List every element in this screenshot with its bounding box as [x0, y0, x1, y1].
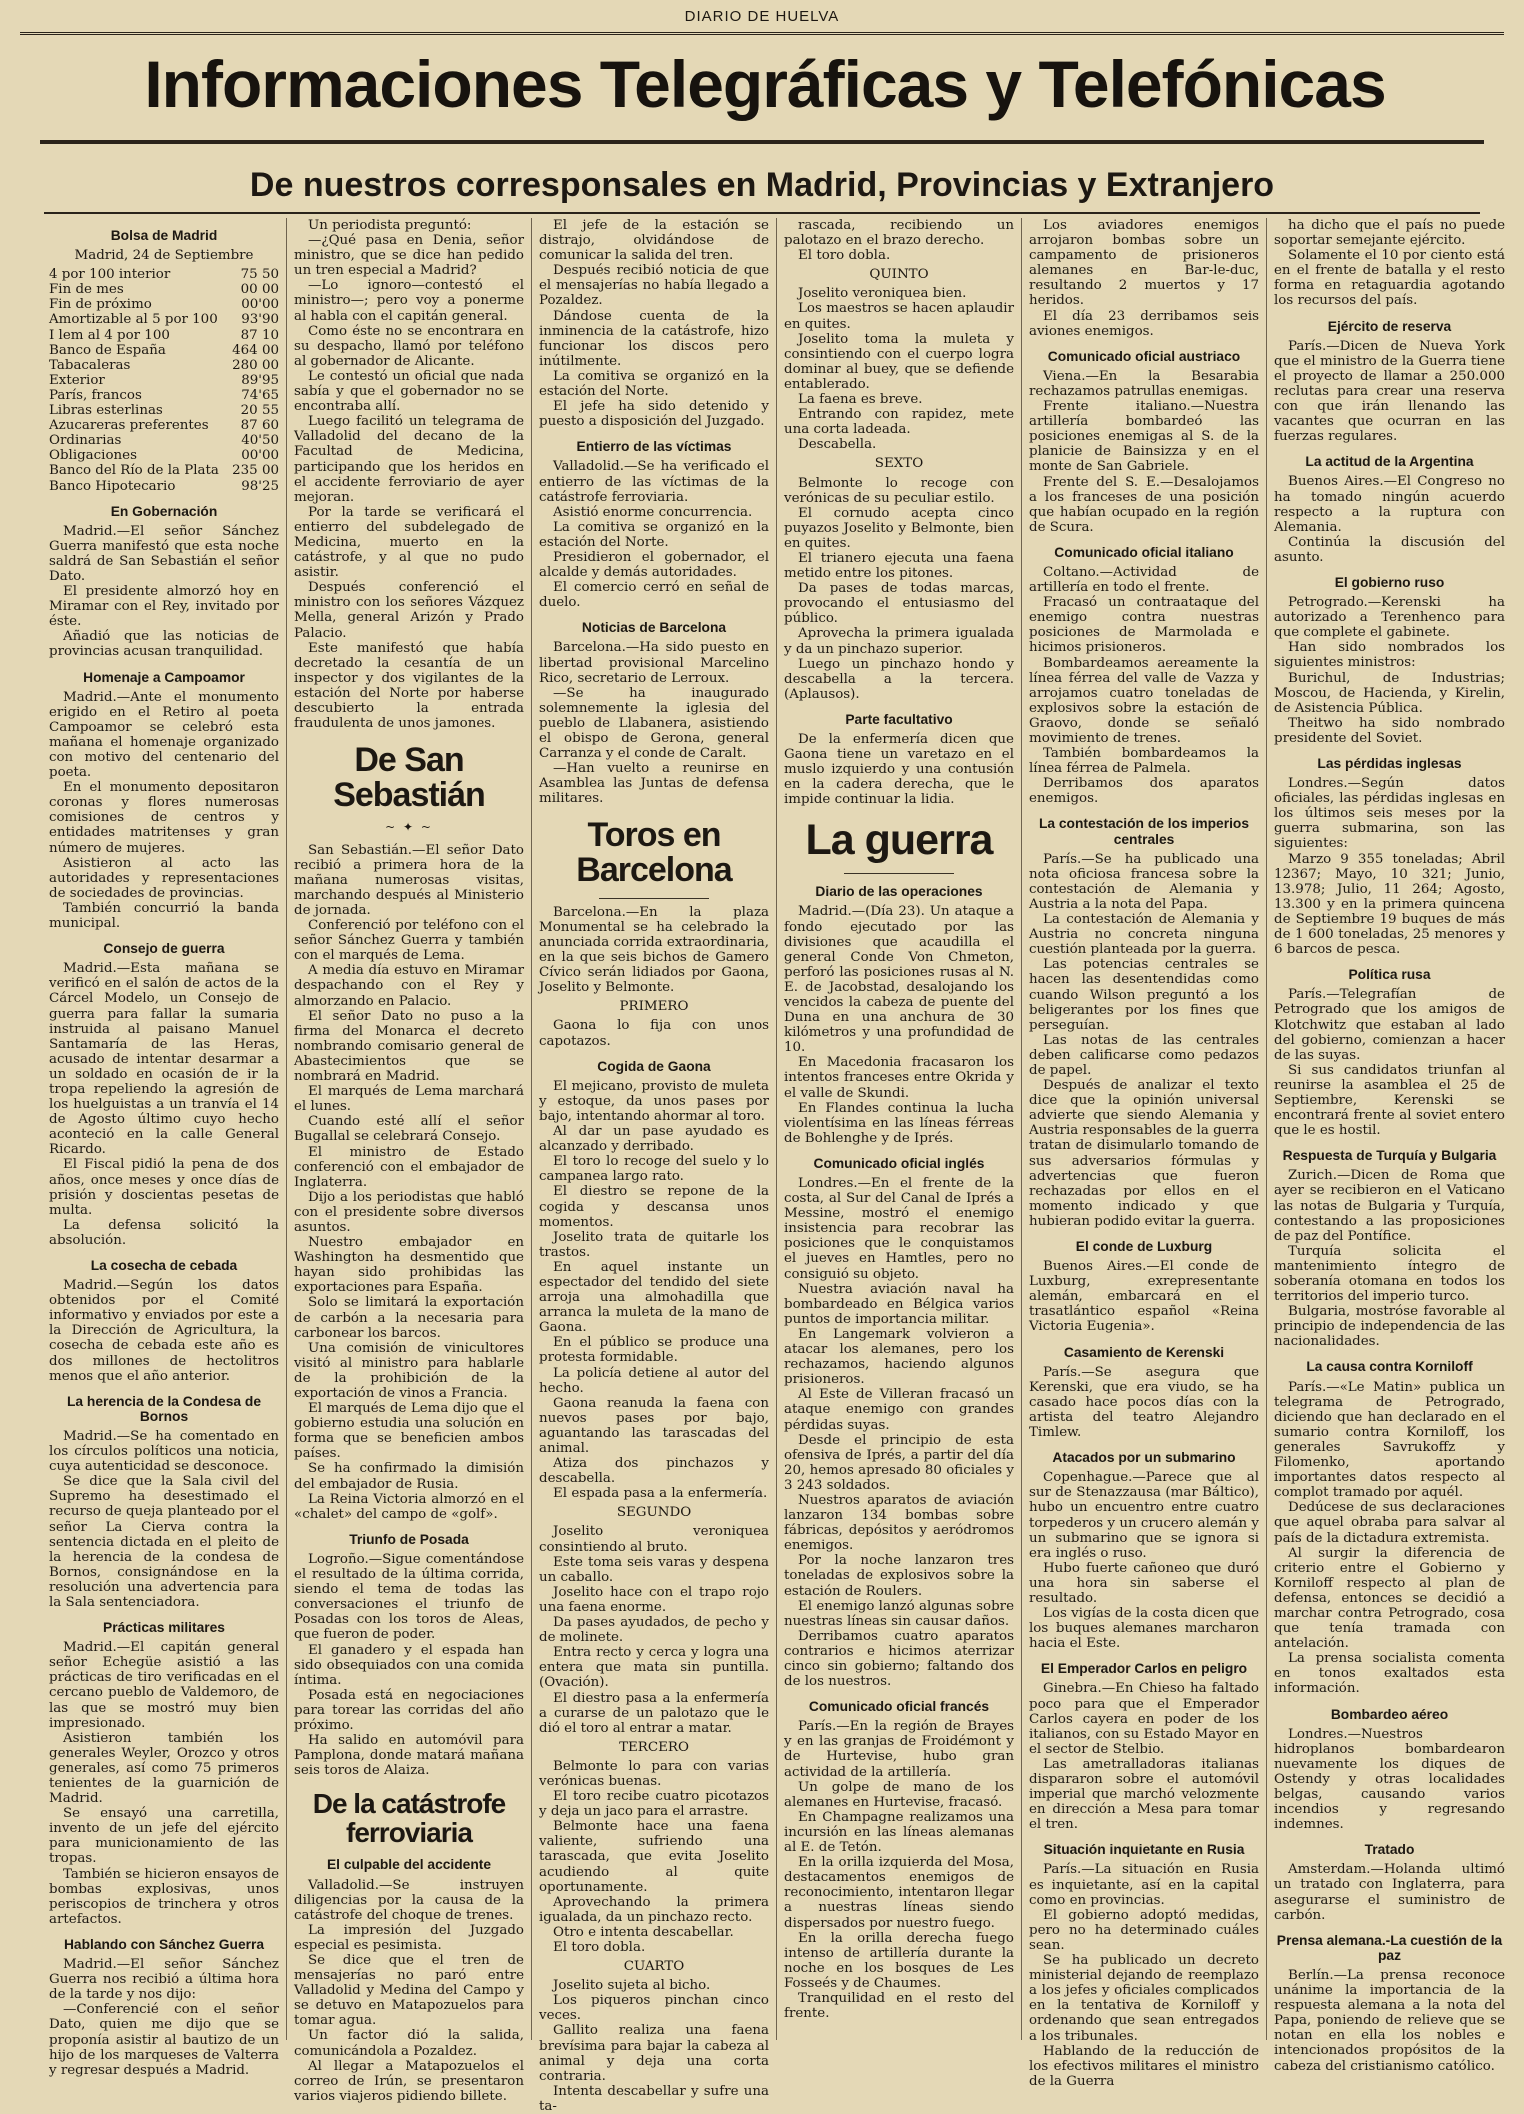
article-paragraph: Tranquilidad en el resto del frente. [784, 1990, 1014, 2022]
article-paragraph: París.—«Le Matin» publica un telegrama de Petrogrado, diciendo que han declarado en el sumario contra Korniloff, los generales Savrukoffz y Filomenko, aportando importantes datos respecto al complot tramado por aquél. [1274, 1379, 1505, 1501]
bout-label: CUARTO [623, 1959, 685, 1975]
bolsa-value: 20 55 [240, 403, 279, 419]
article-paragraph: Otro e intenta descabellar. [553, 1924, 734, 1940]
article-paragraph: Los aviadores enemigos arrojaron bombas sobre un campamento de prisioneros alemanes en Bar-le-duc, resultando 2 muertos y 17 heridos. [1029, 218, 1259, 309]
article-heading: Situación inquietante en Rusia [1043, 1842, 1245, 1858]
article-paragraph: Al surgir la diferencia de criterio entre el Gobierno y Korniloff respecto al plan de defensa, entonces se decidió a marchar contra Petrogrado, cosa que tenía tramada con antelación. [1274, 1545, 1505, 1652]
article-paragraph: Continúa la discusión del asunto. [1274, 534, 1505, 565]
article-paragraph: El Fiscal pidió la pena de dos años, once meses y once días de prisión y doscientas pesetas de multa. [49, 1157, 279, 1218]
subtitle-headline: De nuestros corresponsales en Madrid, Provincias y Extranjero [249, 166, 1275, 204]
article-paragraph: Amsterdam.—Holanda ultimó un tratado con Inglaterra, para asegurarse el suministro de carbón. [1274, 1862, 1505, 1923]
article-paragraph: Se dice que el tren de mensajerías no paró entre Valladolid y Medina del Campo y se detuvo en Matapozuelos para tomar agua. [294, 1953, 524, 2029]
article-paragraph: En Flandes continua la lucha violentísima en las líneas férreas de Bohlenghe y de Iprés. [784, 1100, 1014, 1146]
article-paragraph: Se ha confirmado la dimisión del embajador de Rusia. [294, 1461, 524, 1492]
article-paragraph: Nuestros aparatos de aviación lanzaron 134 bombas sobre fábricas, depósitos y aeródromos enemigos. [784, 1492, 1014, 1554]
article-paragraph: Turquía solicita el mantenimiento íntegro de soberanía otomana en todos los territorios del imperio turco. [1274, 1243, 1505, 1305]
article-paragraph: Belmonte hace una faena valiente, sufriendo una tarascada, que evita Joselito acudiendo al quite oportunamente. [539, 1819, 769, 1895]
article-paragraph: Ginebra.—En Chieso ha faltado poco para que el Emperador Carlos cayera en poder de los italianos, con su Estado Mayor en el sector de Stelbio. [1029, 1681, 1259, 1757]
bolsa-label: Banco Hipotecario [49, 478, 176, 494]
article-paragraph: Al Este de Villeran fracasó un ataque enemigo con grandes pérdidas suyas. [784, 1387, 1014, 1433]
article-paragraph: Asistieron al acto las autoridades y representaciones de sociedades de provincias. [49, 855, 279, 901]
bolsa-row [49, 373, 279, 388]
article-paragraph: Aprovechando la primera igualada, da un pinchazo recto. [539, 1894, 769, 1925]
article-paragraph: El trianero ejecuta una faena metido entre los pitones. [784, 550, 1014, 582]
article-paragraph: Gaona lo fija con unos capotazos. [539, 1018, 769, 1049]
article-paragraph: Cuando esté allí el señor Bugallal se celebrará Consejo. [294, 1114, 524, 1145]
article-paragraph: Presidieron el gobernador, el alcalde y demás autoridades. [539, 549, 769, 581]
bolsa-label: París, francos [49, 387, 142, 403]
article-paragraph: En el monumento depositaron coronas y flores numerosas comisiones de centros y entidades matritenses y gran número de mujeres. [49, 780, 279, 856]
article-paragraph: Gallito realiza una faena brevísima para bajar la cabeza al animal y deja una corta contraria. [539, 2023, 769, 2084]
article-paragraph: París.—Se asegura que Kerenski, que era viudo, se ha casado hace pocos días con la artista del teatro Alejandro Timlew. [1029, 1364, 1259, 1441]
article-paragraph: Derribamos dos aparatos enemigos. [1029, 776, 1259, 807]
article-heading: Bombardeo aéreo [1330, 1706, 1449, 1722]
article-heading: El gobierno ruso [1334, 574, 1445, 590]
banner-rule [40, 140, 1484, 144]
article-paragraph: —Lo ignoro—contestó el ministro—; pero voy a ponerme al habla con el capitán general. [294, 278, 524, 324]
article-paragraph: La comitiva se organizó en la estación del Norte. [539, 368, 769, 400]
article-paragraph: El marqués de Lema dijo que el gobierno estudia una solución en forma que se beneficien ambos países. [294, 1401, 524, 1462]
article-paragraph: El día 23 derribamos seis aviones enemigos. [1029, 308, 1259, 339]
article-paragraph: San Sebastián.—El señor Dato recibió a primera hora de la mañana numerosas visitas, marchando después al Ministerio de jornada. [294, 842, 524, 918]
article-paragraph: Joselito toma la muleta y consintiendo con el cuerpo logra dominar al buey, que se defiende entablerado. [784, 331, 1014, 392]
bout-label: QUINTO [869, 267, 929, 283]
article-heading: La herencia de la Condesa de Bornos [67, 1393, 261, 1424]
article-paragraph: La defensa solicitó la absolución. [49, 1217, 279, 1248]
article-paragraph: También bombardeamos la línea férrea de Palmela. [1029, 746, 1259, 777]
article-paragraph: En aquel instante un espectador del tendido del siete arroja una almohadilla que arranca la muleta de la mano de Gaona. [539, 1259, 769, 1336]
article-paragraph: El toro recibe cuatro picotazos y deja un jaco para el arrastre. [539, 1789, 769, 1820]
article-heading: El conde de Luxburg [1075, 1239, 1213, 1254]
article-paragraph: Londres.—En el frente de la costa, al Sur del Canal de Iprés a Messine, mostró el enemigo insistencia para recobrar las posiciones que le conquistamos el jueves en Hamtles, pero no consiguió su objeto. [784, 1176, 1014, 1282]
article-paragraph: Dijo a los periodistas que habló con el presidente sobre diversos asuntos. [294, 1189, 524, 1235]
article-paragraph: Gaona reanuda la faena con nuevos pases por bajo, aguantando las tarascadas del animal. [539, 1395, 769, 1456]
article-paragraph: Entra recto y cerca y logra una entera que mata sin puntilla. (Ovación). [539, 1645, 769, 1691]
article-paragraph: Coltano.—Actividad de artillería en todo el frente. [1029, 564, 1259, 596]
bolsa-row [49, 297, 279, 312]
article-paragraph: Da pases de todas marcas, provocando el entusiasmo del público. [784, 581, 1014, 627]
bolsa-label: Exterior [49, 372, 105, 388]
article-paragraph: París.—Telegrafían de Petrogrado que los amigos de Klotchwitz que estaban al lado del gobierno, comienzan a hacer de las suyas. [1274, 987, 1505, 1063]
bolsa-row [49, 463, 279, 478]
article-paragraph: Nuestra aviación naval ha bombardeado en Bélgica varios puntos de importancia militar. [784, 1281, 1014, 1327]
article-paragraph: Aprovecha la primera igualada y da un pinchazo superior. [784, 626, 1014, 657]
divider-rule [844, 873, 954, 874]
article-paragraph: Entrando con rapidez, mete una corta ladeada. [784, 407, 1014, 438]
bolsa-value: 00'00 [241, 297, 279, 313]
article-paragraph: Luego facilitó un telegrama de Valladolid del decano de la Facultad de Medicina, participando que los heridos en el accidente ferroviario de ayer mejoran. [294, 414, 524, 505]
article-paragraph: Madrid.—Según los datos obtenidos por el Comité informativo y enviados por este a la Dirección de Agricultura, la cosecha de cebada este año es dos millones de hectolitros menos que el año anterior. [49, 1278, 279, 1384]
article-paragraph: En Champagne realizamos una incursión en las líneas alemanas al E. de Tetón. [784, 1809, 1014, 1856]
article-paragraph: Dedúcese de sus declaraciones que aquel obraba para salvar al país de la dictadura extremista. [1274, 1500, 1505, 1546]
article-paragraph: Atiza dos pinchazos y descabella. [539, 1456, 769, 1487]
article-heading: Homenaje a Campoamor [83, 669, 245, 685]
article-heading: Las pérdidas inglesas [1317, 756, 1462, 771]
article-paragraph: Logroño.—Sigue comentándose el resultado de la última corrida, siendo el tema de todas las conversaciones el triunfo de Posadas con los toros de Aleas, que fueron de poder. [294, 1551, 524, 1643]
guerra-headline: La guerra [805, 816, 993, 865]
article-paragraph: El señor Dato no puso a la firma del Monarca el decreto nombrando comisario general de Abastecimientos que se nombrará en Madrid. [294, 1008, 524, 1085]
bolsa-label: Banco de España [49, 342, 166, 358]
article-heading: Ejército de reserva [1327, 318, 1452, 334]
article-paragraph: El diestro pasa a la enfermería a curarse de un palotazo que le dió el toro al entrar a matar. [539, 1690, 769, 1736]
article-paragraph: Joselito veroniquea bien. [798, 286, 967, 302]
article-paragraph: La comitiva se organizó en la estación del Norte. [539, 519, 769, 550]
article-heading: Noticias de Barcelona [581, 620, 727, 636]
columns [42, 218, 1512, 2114]
article-heading: El culpable del accidente [326, 1857, 492, 1873]
article-paragraph: Las ametralladoras italianas dispararon sobre el automóvil imperial que marchó velozmente en dirección a Mesa para tomar el tren. [1029, 1756, 1259, 1833]
article-paragraph: Intenta descabellar y sufre una ta- [539, 2083, 769, 2114]
article-paragraph: Al llegar a Matapozuelos el correo de Irún, se presentaron varios viajeros pidiendo billete. [294, 2058, 524, 2104]
article-paragraph: Burichul, de Industrias; Moscou, de Hacienda, y Kirelin, de Asistencia Pública. [1274, 670, 1505, 716]
bolsa-label: Amortizable al 5 por 100 [49, 312, 218, 328]
article-paragraph: Le contestó un oficial que nada sabía y que el gobernador no se encontraba allí. [294, 368, 524, 415]
bolsa-table [49, 267, 279, 493]
article-paragraph: Valladolid.—Se instruyen diligencias por la causa de la catástrofe del choque de trenes. [294, 1877, 524, 1923]
article-paragraph: Asistieron también los generales Weyler, Orozco y otros generales, así como 75 primeros tenientes de la guarnición de Madrid. [49, 1730, 279, 1807]
bolsa-label: I lem al 4 por 100 [49, 327, 170, 343]
bolsa-row [49, 448, 279, 463]
article-paragraph: Bombardeamos aereamente la línea férrea del valle de Vazza y arrojamos cuatro toneladas de explosivos sobre la estación de Graovo, donde se señaló movimiento de trenes. [1029, 655, 1259, 746]
sansebastian-headline: De San Sebastián [333, 741, 485, 814]
article-paragraph: París.—La situación en Rusia es inquietante, así en la capital como en provincias. [1029, 1862, 1259, 1908]
catastrofe-headline: De la catástrofe ferroviaria [312, 1788, 506, 1848]
bolsa-row [49, 433, 279, 448]
bolsa-value: 87 10 [240, 327, 279, 343]
article-paragraph: Luego un pinchazo hondo y descabella a la tercera. (Aplausos). [784, 656, 1014, 702]
paper-name: DIARIO DE HUELVA [684, 8, 840, 25]
article-paragraph: Joselito hace con el trapo rojo una faena enorme. [539, 1584, 769, 1615]
article-paragraph: Conferenció por teléfono con el señor Sánchez Guerra y también con el marqués de Lema. [294, 918, 524, 964]
article-paragraph: De la enfermería dicen que Gaona tiene un varetazo en el muslo izquierdo y una contusión en la cadera derecha, que le impide continuar la lidia. [784, 732, 1014, 808]
bout-label: TERCERO [619, 1739, 689, 1755]
toros-headline: Toros en Barcelona [576, 816, 732, 890]
article-heading: Triunfo de Posada [349, 1531, 469, 1547]
article-paragraph: Asistió enorme concurrencia. [553, 504, 753, 520]
article-paragraph: El toro dobla. [553, 1940, 646, 1955]
bolsa-heading: Bolsa de Madrid [110, 228, 218, 243]
article-heading: La actitud de la Argentina [1305, 454, 1474, 470]
article-paragraph: Se ensayó una carretilla, invento de un jefe del ejército para municionamiento de las tropas. [49, 1806, 279, 1867]
bolsa-value: 00 00 [240, 282, 279, 298]
article-paragraph: Londres.—Nuestros hidroplanos bombardearon nuevamente los diques de Ostendy y otras localidades belgas, causando varios incendios y regresando indemnes. [1274, 1726, 1505, 1833]
bolsa-value: 280 00 [232, 357, 279, 373]
bolsa-label: Obligaciones [49, 448, 137, 464]
article-paragraph: Marzo 9 355 toneladas; Abril 12367; Mayo, 10 321; Junio, 13.978; Julio, 11 264; Agosto, 13.300 y en la primera quincena de Septiembre 19 buques de más de 1 600 toneladas, 25 menores y 6 barcos de pesca. [1274, 851, 1505, 958]
article-paragraph: El gobierno adoptó medidas, pero no ha determinado cuáles sean. [1029, 1907, 1259, 1953]
article-paragraph: El toro dobla. [798, 248, 891, 264]
bolsa-label: 4 por 100 interior [49, 267, 171, 283]
article-paragraph: Fracasó un contraataque del enemigo contra nuestras posiciones de Marmolada e hicimos prisioneros. [1029, 595, 1259, 656]
article-paragraph: El diestro se repone de la cogida y descansa unos momentos. [539, 1184, 769, 1230]
article-paragraph: Un factor dió la salida, comunicándola a Pozaldez. [294, 2028, 524, 2059]
article-paragraph: A media día estuvo en Miramar despachando con el Rey y almorzando en Palacio. [294, 963, 524, 1009]
article-paragraph: Descabella. [798, 437, 877, 453]
article-paragraph: Petrogrado.—Kerenski ha autorizado a Terenhenco para que complete el gabinete. [1274, 595, 1505, 641]
article-paragraph: Como éste no se encontrara en su despacho, llamó por teléfono al gobernador de Alicante. [294, 323, 524, 369]
article-paragraph: Una comisión de vinicultores visitó al ministro para hablarle de la prohibición de la exportación de vinos a Francia. [294, 1340, 524, 1401]
article-paragraph: Joselito veroniquea consintiendo al bruto. [539, 1524, 769, 1555]
article-heading: Parte facultativo [845, 711, 953, 727]
bolsa-row [49, 282, 279, 297]
article-paragraph: Si sus candidatos triunfan al reunirse la asamblea el 25 de Septiembre, Kerenski se encontrará frente al soviet entero que le es hostil. [1274, 1062, 1505, 1139]
bolsa-value: 00'00 [241, 448, 279, 464]
article-paragraph: El cornudo acepta cinco puyazos Joselito y Belmonte, bien en quites. [784, 505, 1014, 551]
article-paragraph: Han sido nombrados los siguientes ministros: [1274, 640, 1505, 671]
article-paragraph: Después recibió noticia de que el mensajerías no había llegado a Pozaldez. [539, 263, 769, 309]
bolsa-value: 74'65 [241, 387, 279, 403]
article-paragraph: Bulgaria, mostróse favorable al principio de independencia de las nacionalidades. [1274, 1304, 1505, 1350]
article-paragraph: París.—En la región de Brayes y en las granjas de Froidémont y de Hurtevise, hubo gran actividad de la artillería. [784, 1719, 1014, 1780]
article-heading: Comunicado oficial austriaco [1047, 348, 1241, 364]
banner-headline: Informaciones Telegráficas y Telefónicas [144, 47, 1386, 121]
article-paragraph: Posada está en negociaciones para torear las corridas del año próximo. [294, 1687, 524, 1733]
article-paragraph: También se hicieron ensayos de bombas explosivas, unos periscopios de trinchera y otros artefactos. [49, 1866, 279, 1927]
article-heading: Casamiento de Kerenski [1063, 1344, 1225, 1360]
article-heading: Diario de las operaciones [815, 884, 983, 900]
article-heading: Consejo de guerra [103, 941, 225, 957]
bolsa-row [49, 358, 279, 373]
bolsa-label: Fin de próximo [49, 297, 152, 313]
article-paragraph: Solamente el 10 por ciento está en el frente de batalla y el resto forma en retaguardia agotando los recursos del país. [1274, 248, 1505, 309]
bout-label: SEXTO [874, 456, 924, 472]
article-paragraph: Madrid.—Se ha comentado en los círculos políticos una noticia, cuya autenticidad se desconoce. [49, 1428, 279, 1475]
bolsa-value: 87 60 [240, 418, 279, 434]
article-paragraph: —Conferencié con el señor Dato, quien me dijo que se proponía asistir al bautizo de un hijo de los marqueses de Valterra y regresar después a Madrid. [49, 2002, 279, 2078]
bolsa-label: Fin de mes [49, 282, 124, 298]
article-paragraph: Londres.—Según datos oficiales, las pérdidas inglesas en los últimos seis meses por la guerra submarina, son las siguientes: [1274, 776, 1505, 852]
article-heading: Atacados por un submarino [1052, 1450, 1236, 1466]
article-paragraph: Hubo fuerte cañoneo que duró una hora sin saberse el resultado. [1029, 1560, 1259, 1606]
article-paragraph: La impresión del Juzgado especial es pesimista. [294, 1922, 524, 1953]
article-paragraph: Valladolid.—Se ha verificado el entierro de las víctimas de la catástrofe ferroviaria. [539, 459, 769, 505]
article-paragraph: Berlín.—La prensa reconoce unánime la importancia de la respuesta alemana a la nota del Papa, poniendo de relieve que se notan en ella los nobles e intencionados propósitos de la cabeza del cristianismo católico. [1274, 1967, 1505, 2074]
column-2 [287, 218, 532, 2104]
article-paragraph: Las notas de las centrales deben calificarse como pedazos de papel. [1029, 1032, 1259, 1078]
article-paragraph: Joselito sujeta al bicho. [553, 1978, 711, 1994]
article-paragraph: Este manifestó que había decretado la cesantía de un inspector y dos vigilantes de la estación del Norte por haberse descubierto la entrada fraudulenta de unos jamones. [294, 640, 524, 732]
bolsa-value: 235 00 [232, 463, 279, 479]
article-paragraph: Después de analizar el texto dice que la opinión universal advierte que siendo Alemania y Austria responsables de la guerra tratan de disimularlo tomando de sus adversarios fórmulas y advertencias que fueron rechazadas por ellos en el momento indicado y que hubieran podido evitar la guerra. [1029, 1078, 1259, 1229]
article-paragraph: Un periodista preguntó: [308, 218, 472, 233]
article-paragraph: Después conferenció el ministro con los señores Vázquez Mella, general Arizón y Prado Palacio. [294, 580, 524, 641]
article-heading: En Gobernación [110, 503, 218, 519]
bolsa-value: 89'95 [241, 372, 279, 388]
article-heading: Comunicado oficial inglés [813, 1155, 985, 1171]
article-paragraph: El ganadero y el espada han sido obsequiados con una comida íntima. [294, 1642, 524, 1688]
article-paragraph: Ha salido en automóvil para Pamplona, donde matará mañana seis toros de Alaiza. [294, 1733, 524, 1779]
article-paragraph: Derribamos cuatro aparatos contrarios e hicimos aterrizar cinco sin gobierno; faltando dos de los nuestros. [784, 1628, 1014, 1690]
article-paragraph: Se ha publicado un decreto ministerial dejando de reemplazo a los jefes y oficiales complicados en la tentativa de Korniloff y ordenando que sean entregados a los tribunales. [1029, 1953, 1259, 2044]
article-paragraph: Los maestros se hacen aplaudir en quites. [784, 301, 1014, 332]
article-heading: Cogida de Gaona [597, 1058, 711, 1074]
article-paragraph: Barcelona.—Ha sido puesto en libertad provisional Marcelino Rico, secretario de Lerroux. [539, 640, 769, 686]
article-paragraph: Belmonte lo para con varias verónicas buenas. [539, 1758, 769, 1789]
article-paragraph: Los piqueros pinchan cinco veces. [539, 1993, 769, 2024]
article-paragraph: Zurich.—Dicen de Roma que ayer se recibieron en el Vaticano las notas de Bulgaria y Turquía, contestando a las proposiciones de paz del Pontífice. [1274, 1168, 1505, 1244]
article-paragraph: Por la tarde se verificará el entierro del subdelegado de Medicina, muerto en la catástrofe, y al que no pudo asistir. [294, 504, 524, 581]
article-paragraph: Al dar un pase ayudado es alcanzado y derribado. [539, 1124, 769, 1155]
bolsa-row [49, 267, 279, 282]
article-paragraph: Este toma seis varas y despena un caballo. [539, 1554, 769, 1585]
column-6 [1267, 218, 1512, 2074]
article-paragraph: Buenos Aires.—El Congreso no ha tomado ningún acuerdo respecto a la ruptura con Alemania. [1274, 474, 1505, 535]
article-paragraph: El espada pasa a la enfermería. [553, 1486, 768, 1502]
subtitle-rule [44, 212, 1480, 214]
article-paragraph: Frente italiano.—Nuestra artillería bombardeó las posiciones enemigas al S. de la planicie de Bainsizza y en el monte de San Gabriele. [1029, 399, 1259, 475]
article-paragraph: Solo se limitará la exportación de carbón a la necesaria para carbonear los barcos. [294, 1295, 524, 1341]
bolsa-value: 75 50 [240, 267, 279, 283]
article-heading: El Emperador Carlos en peligro [1040, 1661, 1248, 1677]
article-paragraph: Dándose cuenta de la inminencia de la catástrofe, hizo funcionar los discos pero inútilmente. [539, 308, 769, 369]
article-paragraph: Se dice que la Sala civil del Supremo ha desestimado el recurso de queja planteado por el señor La Cierva contra la sentencia dictada en el pleito de la herencia de la condesa de Bornos, consignándose en la resolución una advertencia para la Sala sentenciadora. [49, 1474, 279, 1610]
article-heading: Entierro de las víctimas [576, 439, 732, 455]
article-paragraph: Hablando de la reducción de los efectivos militares el ministro de la Guerra [1029, 2043, 1259, 2089]
bolsa-row [49, 328, 279, 343]
bolsa-row [49, 418, 279, 433]
bolsa-value: 40'50 [241, 433, 279, 449]
bout-label: SEGUNDO [616, 1505, 692, 1521]
article-paragraph: El comercio cerró en señal de duelo. [539, 580, 769, 611]
article-paragraph: Añadió que las noticias de provincias acusan tranquilidad. [49, 629, 279, 660]
divider-rule [599, 898, 709, 899]
article-paragraph: El presidente almorzó hoy en Miramar con el Rey, invitado por éste. [49, 584, 279, 630]
article-heading: Política rusa [1348, 967, 1431, 983]
article-paragraph: Madrid.—(Día 23). Un ataque a fondo ejecutado por las divisiones que acaudilla el general Conde Von Chmeton, perforó las posiciones rusas al N. E. de Jacobstad, desalojando los vencidos la cabeza de puente del Duna en una anchura de 30 kilómetros y una profundidad de 10. [784, 904, 1014, 1056]
ornament-icon: ~ ✦ ~ [385, 819, 433, 834]
article-heading: Comunicado oficial francés [808, 1699, 990, 1715]
article-paragraph: En la orilla derecha fuego intenso de artillería durante la noche en los bosques de Les Fosseés y de Chaumes. [784, 1930, 1014, 1991]
article-paragraph: Los vigías de la costa dicen que los buques alemanes marcharon hacia el Este. [1029, 1606, 1259, 1652]
article-heading: Prensa alemana.-La cuestión de la paz [1276, 1932, 1503, 1963]
bolsa-label: Ordinarias [49, 433, 122, 449]
bolsa-row [49, 343, 279, 358]
article-paragraph: La Reina Victoria almorzó en el «chalet» del campo de «golf». [294, 1491, 524, 1522]
article-paragraph: París.—Se ha publicado una nota oficiosa francesa sobre la contestación de Alemania y Austria a la nota del Papa. [1029, 851, 1259, 912]
article-paragraph: El jefe de la estación se distrajo, olvidándose de comunicar la salida del tren. [539, 218, 769, 264]
article-paragraph: Madrid.—El señor Sánchez Guerra manifestó que esta noche saldrá de San Sebastián el señor Dato. [49, 523, 279, 584]
bolsa-row [49, 479, 279, 494]
article-paragraph: Frente del S. E.—Desalojamos a los franceses de una posición que habían ocupado en la región de Scura. [1029, 474, 1259, 535]
article-paragraph: Madrid.—Esta mañana se verificó en el salón de actos de la Cárcel Modelo, un Consejo de guerra para fallar la sumaria instruida al paisano Manuel Santamaría de las Heras, acusado de intentar desarmar a un soldado en ocasión de ir la tropa repeliendo la agresión de los huelguistas a un tranvía el 14 de Agosto último cuyo hecho aconteció en la calle General Ricardo. [49, 961, 279, 1158]
article-paragraph: ha dicho que el país no puede soportar semejante ejército. [1274, 218, 1505, 249]
article-paragraph: Por la noche lanzaron tres toneladas de explosivos sobre la estación de Roulers. [784, 1553, 1014, 1599]
article-heading: Comunicado oficial italiano [1054, 544, 1234, 560]
article-paragraph: Buenos Aires.—El conde de Luxburg, exrepresentante alemán, embarcará en el trasatlántico español «Reina Victoria Eugenia». [1029, 1259, 1259, 1335]
bolsa-label: Tabacaleras [49, 357, 131, 373]
article-paragraph: El enemigo lanzó algunas sobre nuestras líneas sin causar daños. [784, 1598, 1014, 1629]
article-paragraph: El ministro de Estado conferenció con el embajador de Inglaterra. [294, 1144, 524, 1190]
article-paragraph: El jefe ha sido detenido y puesto a disposición del Juzgado. [539, 399, 769, 430]
bolsa-value: 98'25 [241, 478, 279, 494]
article-heading: Prácticas militares [103, 1620, 225, 1636]
article-heading: La causa contra Korniloff [1306, 1359, 1473, 1375]
article-paragraph: Nuestro embajador en Washington ha desmentido que hayan sido prohibidas las exportaciones para España. [294, 1235, 524, 1296]
article-paragraph: Belmonte lo recoge con verónicas de su peculiar estilo. [784, 475, 1014, 506]
article-paragraph: París.—Dicen de Nueva York que el ministro de la Guerra tiene el proyecto de llamar a 250.000 reclutas para crear una reserva con que irán llenando las vacantes que ocurran en las fuerzas regulares. [1274, 338, 1505, 445]
article-paragraph: En Macedonia fracasaron los intentos franceses entre Okrida y el valle de Skundi. [784, 1055, 1014, 1101]
article-heading: Hablando con Sánchez Guerra [63, 1936, 265, 1952]
column-5 [1022, 218, 1267, 2089]
article-paragraph: Madrid.—El señor Sánchez Guerra nos recibió a última hora de la tarde y nos dijo: [49, 1957, 279, 2003]
article-paragraph: Theitwo ha sido nombrado presidente del Soviet. [1274, 715, 1505, 746]
article-paragraph: La faena es breve. [798, 392, 923, 408]
article-paragraph: La prensa socialista comenta en tonos exaltados esta información. [1274, 1651, 1505, 1697]
article-paragraph: Las potencias centrales se hacen las desentendidas como cuando Wilson preguntó a los beligerantes por los fines que perseguían. [1029, 957, 1259, 1033]
bolsa-label: Libras esterlinas [49, 403, 163, 419]
article-paragraph: Da pases ayudados, de pecho y de molinete. [539, 1615, 769, 1646]
bolsa-label: Banco del Río de la Plata [49, 463, 219, 479]
article-paragraph: Un golpe de mano de los alemanes en Hurtevise, fracasó. [784, 1779, 1014, 1810]
article-paragraph: El marqués de Lema marchará el lunes. [294, 1084, 524, 1115]
bolsa-value: 464 00 [232, 342, 279, 358]
column-3 [532, 218, 777, 2114]
bolsa-row [49, 312, 279, 327]
article-paragraph: Copenhague.—Parece que al sur de Stenazzausa (mar Báltico), hubo un encuentro entre cuatro torpederos y un crucero alemán y un submarino que se ignora si era inglés o ruso. [1029, 1470, 1259, 1561]
article-paragraph: En Langemark volvieron a atacar los alemanes, pero los rechazamos, haciendo algunos prisioneros. [784, 1326, 1014, 1388]
article-paragraph: —Se ha inaugurado solemnemente la iglesia del pueblo de Llabanera, asistiendo el obispo de Gerona, general Carranza y el conde de Caralt. [539, 685, 769, 762]
article-paragraph: Madrid.—El capitán general señor Echegüe asistió a las prácticas de tiro verificadas en el cercano pueblo de Valdemoro, de las que se mostró muy bien impresionado. [49, 1640, 279, 1731]
article-paragraph: Barcelona.—En la plaza Monumental se ha celebrado la anunciada corrida extraordinaria, en la que seis bichos de Gamero Cívico serán lidiados por Gaona, Joselito y Belmonte. [539, 904, 769, 996]
article-paragraph: Madrid.—Ante el monumento erigido en el Retiro al poeta Campoamor se celebró esta mañana el homenaje organizado con motivo del centenario del poeta. [49, 689, 279, 781]
bolsa-row [49, 403, 279, 418]
article-paragraph: rascada, recibiendo un palotazo en el brazo derecho. [784, 218, 1014, 249]
article-paragraph: Joselito trata de quitarle los trastos. [539, 1229, 769, 1260]
article-paragraph: Viena.—En la Besarabia rechazamos patrullas enemigas. [1029, 368, 1259, 399]
article-heading: Tratado [1364, 1842, 1415, 1858]
bolsa-value: 93'90 [241, 312, 279, 328]
article-paragraph: El toro lo recoge del suelo y lo campanea largo rato. [539, 1154, 769, 1185]
article-heading: La contestación de los imperios centrales [1038, 816, 1250, 847]
bolsa-row [49, 388, 279, 403]
article-paragraph: —¿Qué pasa en Denia, señor ministro, que se dice han pedido un tren especial a Madrid? [294, 233, 524, 279]
column-1 [42, 218, 287, 2078]
article-paragraph: La contestación de Alemania y Austria no concreta ninguna cuestión planteada por la guerra. [1029, 912, 1259, 958]
article-paragraph: También concurrió la banda municipal. [49, 900, 279, 932]
article-paragraph: El mejicano, provisto de muleta y estoque, da unos pases por bajo, intentando ahormar al toro. [539, 1078, 769, 1124]
article-paragraph: En el público se produce una protesta formidable. [539, 1335, 769, 1366]
article-heading: Respuesta de Turquía y Bulgaria [1282, 1148, 1497, 1164]
article-paragraph: Desde el principio de esta ofensiva de Iprés, a partir del día 20, hemos apresado 80 oficiales y 3 243 soldados. [784, 1432, 1014, 1493]
article-paragraph: La policía detiene al autor del hecho. [539, 1365, 769, 1396]
article-paragraph: —Han vuelto a reunirse en Asamblea las Juntas de defensa militares. [539, 761, 769, 807]
bolsa-date: Madrid, 24 de Septiembre [74, 248, 254, 264]
bout-label: PRIMERO [619, 999, 689, 1015]
article-paragraph: En la orilla izquierda del Mosa, destacamentos enemigos de reconocimiento, intentaron llegar a nuestras líneas siendo dispersados por nuestro fuego. [784, 1855, 1014, 1931]
column-4 [777, 218, 1022, 2040]
article-heading: La cosecha de cebada [90, 1258, 238, 1273]
bolsa-label: Azucareras preferentes [49, 418, 209, 434]
